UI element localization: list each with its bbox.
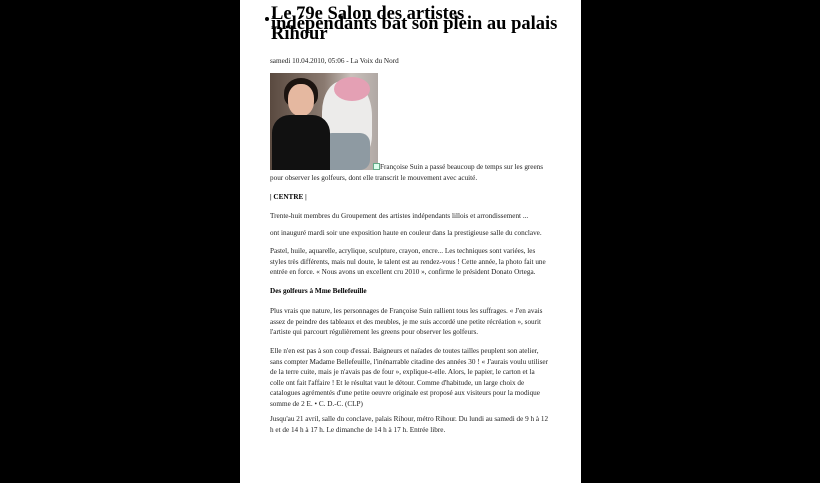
section-label: | CENTRE | [270,193,307,201]
bullet-icon [265,17,269,21]
artist-photo [270,73,378,170]
article-title: Le 79e Salon des artistes indépendants bat son plein au palais Rihour [271,4,558,44]
article-page [240,0,581,483]
article-byline: samedi 10.04.2010, 05:06 - La Voix du Nord [270,57,399,65]
photo-caption: Françoise Suin a passé beaucoup de temps sur les greens pour observer les golfeurs, dont elle transcrit le mouvement avec acuité. [270,163,544,182]
paragraph-3: Pastel, huile, aquarelle, acrylique, sculpture, crayon, encre... Les techniques sont variées, les styles très différents, mais nul doute, le talent est au rendez-vous ! Cette année, la photo fait une entrée en force. « Nous avons un excellent cru 2010 », confirme le président Donato Ortega. [270,247,546,276]
paragraph-5: Elle n'en est pas à son coup d'essai. Baigneurs et naïades de toutes tailles peuplent son atelier, sans compter Madame Bellefeuille, l'inénarrable citadine des années 30 ! « J'aurais voulu utiliser de la terre cuite, mais je n'avais pas de four », explique-t-elle. Alors, le papier, le carton et la colle ont fait l'affaire ! Et le résultat vaut le détour. Comme d'habitude, un large choix de catalogues agrémentés d'une petite oeuvre originale est proposé aux visiteurs pour la modique somme de 2 E. • C. D.-C. (CLP) [270,347,549,408]
paragraph-4: Plus vrais que nature, les personnages de Françoise Suin rallient tous les suffrages. « J'en avais assez de peindre des tableaux et des meubles, je me suis accordé une petite récréation », sourit l'artiste qui parcourt régulièrement les greens pour observer les golfeurs. [270,307,543,336]
paragraph-6: Jusqu'au 21 avril, salle du conclave, palais Rihour, métro Rihour. Du lundi au samedi de 9 h à 12 h et de 14 h à 17 h. Le dimanche de 14 h à 17 h. Entrée libre. [270,415,549,434]
paragraph-1: Trente-huit membres du Groupement des artistes indépendants lillois et arrondissement ... [270,212,529,220]
subheading: Des golfeurs à Mme Bellefeuille [270,287,367,295]
paragraph-2: ont inauguré mardi soir une exposition haute en couleur dans la prestigieuse salle du conclave. [270,229,542,237]
